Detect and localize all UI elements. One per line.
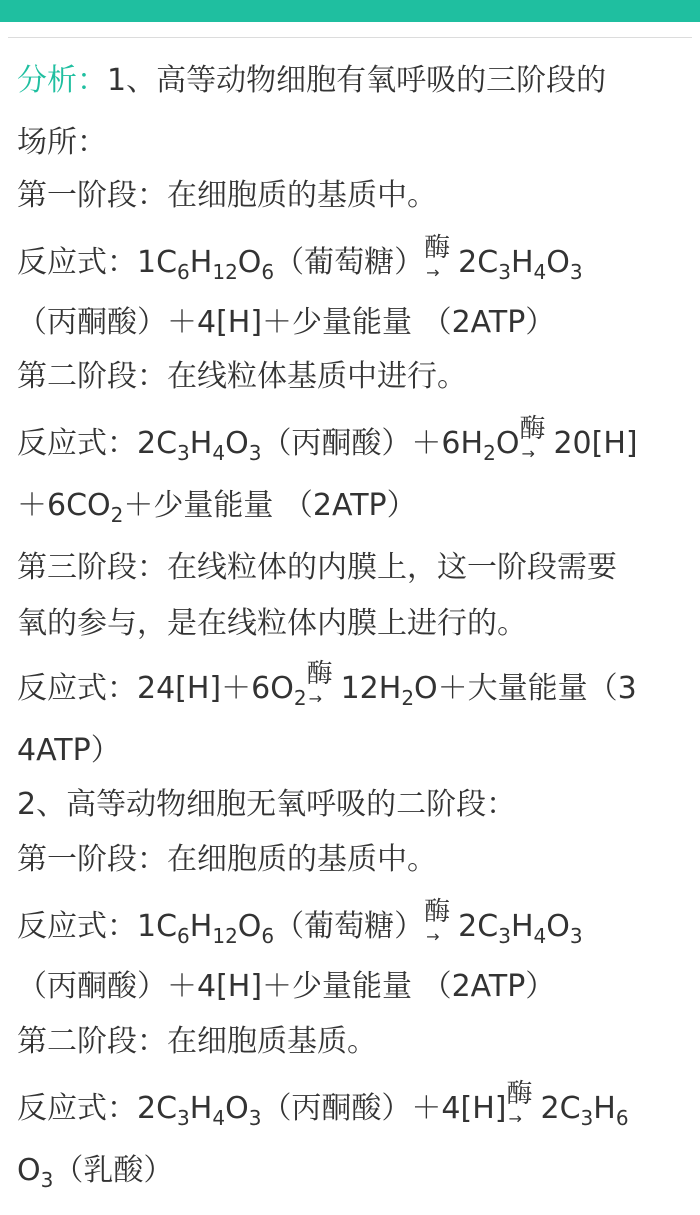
subscript: 3 [580,1106,594,1130]
formula-text: 2C [458,245,499,280]
formula-text: H [189,245,213,280]
formula-text: 12H [340,671,402,706]
analysis-label: 分析： [17,63,107,98]
arrow-icon: → [521,444,535,463]
formula-text: （葡萄糖） [274,909,425,944]
reaction-formula-4 [17,897,583,948]
formula-text: H [510,245,534,280]
enzyme-arrow [506,1079,541,1129]
formula-text: （乳酸） [53,1153,174,1188]
formula-text: 反应式：1C [17,245,178,280]
enzyme-arrow [424,897,458,947]
subscript: 4 [212,1106,226,1130]
formula-text: O [17,1153,41,1188]
subscript: 6 [261,924,275,948]
formula-text: H [510,909,534,944]
formula-text: O [495,426,520,461]
subscript: 3 [569,260,583,284]
divider [8,37,692,38]
reaction-formula-3 [17,659,637,710]
reaction-formula-1 [17,233,583,284]
anaerobic-heading: 2、高等动物细胞无氧呼吸的二阶段： [17,787,517,822]
formula-text: 反应式：24[H]＋6O [17,671,294,706]
formula-text: O [546,909,570,944]
enzyme-label: 酶 [306,659,333,689]
formula-text: H [593,1091,616,1126]
top-bar [0,0,700,22]
subscript: 6 [177,260,190,284]
subscript: 4 [212,441,226,465]
subscript: 3 [248,1106,262,1130]
formula-4-continuation: （丙酮酸）＋4[H]＋少量能量 （2ATP） [17,969,556,1004]
subscript: 6 [177,924,190,948]
formula-text: 2C [458,909,499,944]
formula-1-continuation: （丙酮酸）＋4[H]＋少量能量 （2ATP） [17,305,556,340]
reaction-formula-2 [17,414,638,465]
formula-text: 反应式：1C [17,909,178,944]
formula-text: H [189,909,213,944]
formula-5-continuation [17,1151,173,1191]
arrow-icon: → [308,689,322,708]
enzyme-label: 酶 [519,414,546,444]
subscript: 2 [293,686,307,710]
formula-text: （葡萄糖） [274,245,425,280]
subscript: 3 [498,924,511,948]
subscript: 2 [483,441,496,465]
subscript: 3 [40,1168,54,1192]
subscript: 3 [177,441,190,465]
stage-3-description: 氧的参与，是在线粒体内膜上进行的。 [17,606,527,641]
analysis-text: 1、高等动物细胞有氧呼吸的三阶段的 [107,63,607,98]
enzyme-arrow [519,414,553,464]
formula-text: O＋大量能量（3 [414,671,637,706]
subscript: 3 [177,1106,190,1130]
formula-text: H [189,1091,213,1126]
formula-text: （丙酮酸）＋6H [261,426,484,461]
formula-text: ＋少量能量 （2ATP） [123,488,417,523]
stage-3-heading: 第三阶段：在线粒体的内膜上，这一阶段需要 [17,550,617,585]
subscript: 2 [110,503,124,527]
anaerobic-stage-1-heading: 第一阶段：在细胞质的基质中。 [17,842,437,877]
subscript: 4 [533,924,547,948]
enzyme-label: 酶 [424,897,451,927]
formula-text: 20[H] [553,426,638,461]
subscript: 12 [212,260,238,284]
formula-text: O [546,245,570,280]
stage-1-heading: 第一阶段：在细胞质的基质中。 [17,178,437,213]
enzyme-arrow [306,659,341,709]
subscript: 3 [569,924,583,948]
analysis-line-1 [17,61,606,101]
arrow-icon: → [426,263,440,282]
formula-text: O [237,245,262,280]
subscript: 12 [212,924,238,948]
subscript: 3 [498,260,511,284]
formula-text: 2C [540,1091,581,1126]
formula-text: 反应式：2C [17,426,178,461]
formula-text: （丙酮酸）＋4[H] [261,1091,507,1126]
subscript: 3 [248,441,262,465]
enzyme-label: 酶 [506,1079,533,1109]
formula-3-continuation: 4ATP） [17,733,121,768]
formula-text: ＋6CO [17,488,111,523]
formula-text: H [189,426,213,461]
location-heading: 场所： [17,125,107,160]
subscript: 2 [401,686,415,710]
anaerobic-stage-2-heading: 第二阶段：在细胞质基质。 [17,1024,377,1059]
stage-2-heading: 第二阶段：在线粒体基质中进行。 [17,359,467,394]
formula-text: O [225,426,249,461]
enzyme-arrow [424,233,458,283]
arrow-icon: → [426,927,440,946]
subscript: 6 [615,1106,629,1130]
formula-2-continuation [17,486,417,526]
enzyme-label: 酶 [424,233,451,263]
formula-text: O [237,909,262,944]
formula-text: 反应式：2C [17,1091,178,1126]
reaction-formula-5 [17,1079,629,1130]
subscript: 6 [261,260,275,284]
subscript: 4 [533,260,547,284]
formula-text: O [225,1091,249,1126]
arrow-icon: → [508,1109,522,1128]
